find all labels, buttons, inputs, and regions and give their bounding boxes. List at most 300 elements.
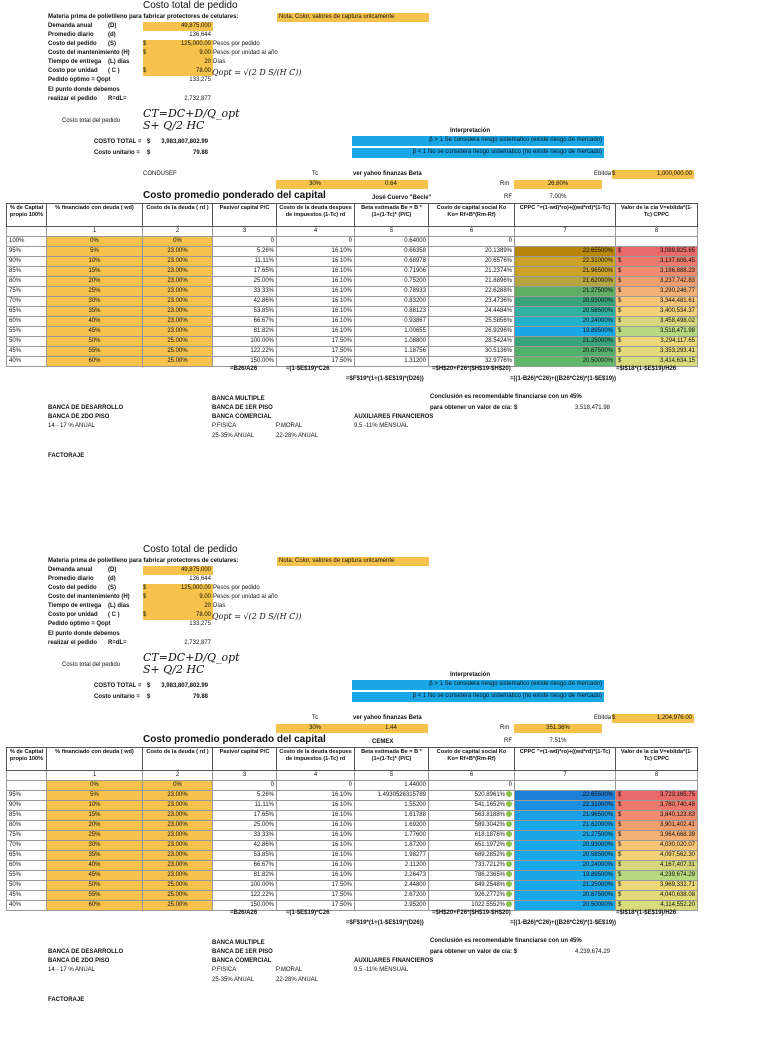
table-cell[interactable] [213,287,277,297]
table-cell[interactable] [277,287,355,297]
cell-value: 66.67% [253,862,274,868]
ebitda-value-cell[interactable] [612,714,694,723]
table-cell[interactable] [7,871,47,881]
table-cell[interactable] [7,257,47,267]
param-value-cell[interactable] [143,620,213,629]
table-cell[interactable] [7,327,47,337]
table-cell[interactable] [47,347,143,357]
table-cell[interactable] [515,901,616,911]
table-cell[interactable] [429,811,515,821]
table-cell[interactable] [355,841,429,851]
table-cell[interactable] [355,287,429,297]
table-cell[interactable] [143,297,213,307]
param-value-cell[interactable] [143,76,213,85]
table-cell[interactable] [213,337,277,347]
table-cell[interactable] [47,831,143,841]
cell-value: 25.00% [167,892,188,898]
param-code: (D) [108,567,117,573]
table-cell[interactable] [616,317,698,327]
table-cell[interactable] [429,307,515,317]
table-cell[interactable] [143,831,213,841]
table-cell[interactable] [7,237,47,247]
table-cell[interactable] [355,347,429,357]
cell-value: 4,097,562.30 [659,852,695,858]
table-cell[interactable] [213,871,277,881]
cell-value: 25.00% [167,882,188,888]
table-cell[interactable] [616,821,698,831]
table-cell[interactable] [213,811,277,821]
table-cell[interactable] [616,781,698,791]
table-cell[interactable] [7,781,47,791]
table-cell[interactable] [277,781,355,791]
table-cell[interactable] [143,841,213,851]
table-cell[interactable] [355,277,429,287]
table-cell[interactable] [355,881,429,891]
table-cell[interactable] [143,307,213,317]
cell-value: 0.64000 [404,238,426,244]
table-cell[interactable] [47,851,143,861]
table-cell[interactable] [143,901,213,911]
table-cell[interactable] [616,831,698,841]
table-cell[interactable] [143,357,213,367]
table-cell[interactable] [429,297,515,307]
cell-value: 3,290,246.77 [659,288,695,294]
table-cell[interactable] [47,267,143,277]
table-cell[interactable] [7,357,47,367]
table-cell[interactable] [47,881,143,891]
beta-value: 0.64 [354,180,428,189]
table-cell[interactable] [515,861,616,871]
table-cell[interactable] [355,237,429,247]
table-cell[interactable] [213,861,277,871]
table-cell[interactable] [277,337,355,347]
table-cell[interactable] [277,851,355,861]
table-cell[interactable] [213,781,277,791]
table-cell[interactable] [47,781,143,791]
table-cell[interactable] [355,891,429,901]
table-cell[interactable] [47,247,143,257]
table-cell[interactable] [213,257,277,267]
table-row [7,821,698,831]
table-cell[interactable] [616,861,698,871]
table-cell[interactable] [143,287,213,297]
table-cell[interactable] [616,237,698,247]
cell-value: 122.22% [250,892,274,898]
table-cell[interactable] [143,277,213,287]
table-cell[interactable] [277,791,355,801]
table-cell[interactable] [7,277,47,287]
table-cell[interactable] [7,801,47,811]
table-cell[interactable] [515,871,616,881]
cell-value: 3,901,402.41 [659,822,695,828]
table-cell[interactable] [7,287,47,297]
cell-value: 85% [9,268,22,274]
table-cell[interactable] [429,287,515,297]
table-cell[interactable] [355,901,429,911]
table-cell[interactable] [7,891,47,901]
rm-value: 351.36% [514,724,602,733]
cell-value: 17.50% [331,358,352,364]
table-cell[interactable] [213,267,277,277]
table-cell[interactable] [143,801,213,811]
table-cell[interactable] [7,831,47,841]
param-value-cell[interactable] [143,593,213,602]
rf-value: 7.00% [549,194,567,200]
table-cell[interactable] [429,247,515,257]
table-cell[interactable] [7,267,47,277]
table-cell[interactable] [429,881,515,891]
company-name: CONDUSEF [143,171,177,177]
table-cell[interactable] [429,277,515,287]
table-cell[interactable] [355,297,429,307]
table-cell[interactable] [355,861,429,871]
table-cell[interactable] [515,297,616,307]
table-cell[interactable] [143,781,213,791]
cell-value: 80% [9,822,22,828]
persona-fisica: P.FISICA [212,967,237,973]
cell-value: 25.00% [167,338,188,344]
status-dot-icon [506,831,512,837]
param-unit: Pesos por unidad al año [213,50,278,56]
param-unit: Días [213,59,226,65]
table-cell[interactable] [616,881,698,891]
currency-symbol: $ [618,892,622,898]
cell-value: 15% [88,812,101,818]
table-cell[interactable] [7,851,47,861]
table-cell[interactable] [7,337,47,347]
table-cell[interactable] [355,267,429,277]
table-cell[interactable] [47,277,143,287]
table-cell[interactable] [7,247,47,257]
table-cell[interactable] [7,347,47,357]
table-cell[interactable] [47,871,143,881]
table-cell[interactable] [277,871,355,881]
table-cell[interactable] [7,811,47,821]
table-cell[interactable] [355,811,429,821]
param-value-cell[interactable] [143,67,213,76]
table-row [7,861,698,871]
table-cell[interactable] [213,237,277,247]
param-value-cell[interactable] [143,58,213,67]
table-cell[interactable] [213,831,277,841]
table-header-row [7,748,698,771]
table-cell[interactable] [429,821,515,831]
table-cell[interactable] [47,327,143,337]
table-cell[interactable] [7,297,47,307]
table-cell[interactable] [7,901,47,911]
table-cell[interactable] [47,287,143,297]
table-cell[interactable] [616,287,698,297]
cell-value: 20.93000% [582,298,613,304]
formula-note: =$F$19*(1+(1-$E$19)*(D26)) [346,920,424,926]
table-cell[interactable] [143,821,213,831]
cell-value: 3,458,498.02 [659,318,695,324]
table-cell[interactable] [429,841,515,851]
table-cell[interactable] [277,881,355,891]
table-cell[interactable] [355,327,429,337]
table-cell[interactable] [277,891,355,901]
table-cell[interactable] [47,891,143,901]
cell-value: 1.44000 [404,782,426,788]
table-cell[interactable] [143,891,213,901]
table-cell[interactable] [616,327,698,337]
table-cell[interactable] [616,267,698,277]
table-cell[interactable] [515,821,616,831]
table-cell[interactable] [429,851,515,861]
table-cell[interactable] [616,277,698,287]
table-cell[interactable] [277,861,355,871]
param-label: Costo del mantenimiento (H) [48,50,130,56]
table-cell[interactable] [213,851,277,861]
table-cell[interactable] [143,327,213,337]
table-cell[interactable] [277,317,355,327]
auxiliares-financieros: AUXILIARES FINANCIEROS [354,414,434,420]
formula-note: =$I$18*(1-$E$19)/H26 [616,910,677,916]
table-cell[interactable] [143,851,213,861]
table-cell[interactable] [7,861,47,871]
table-cell[interactable] [429,337,515,347]
table-cell[interactable] [143,347,213,357]
formula-note: =((1-B26)*C26)+((B26*C26)*(1-$E$19)) [510,376,617,382]
table-cell[interactable] [616,257,698,267]
table-cell[interactable] [355,257,429,267]
table-cell[interactable] [213,247,277,257]
table-cell[interactable] [143,871,213,881]
table-cell[interactable] [143,337,213,347]
table-cell[interactable] [47,257,143,267]
table-cell[interactable] [515,791,616,801]
table-cell[interactable] [277,811,355,821]
table-cell[interactable] [616,811,698,821]
intro-text: Materia prima de polietileno para fabricar protectores de celulares: [48,558,239,564]
formula-note: =$H$20+F26*($H$19-$H$20) [432,366,511,372]
table-cell[interactable] [515,237,616,247]
currency-symbol: $ [618,268,622,274]
table-cell[interactable] [277,307,355,317]
interpretation-beta-gt: β > 1 Se considera riesgo sistematico (existe riesgo de mercado) [352,680,604,690]
table-cell[interactable] [47,791,143,801]
table-cell[interactable] [429,801,515,811]
table-cell[interactable] [277,327,355,337]
table-cell[interactable] [429,831,515,841]
table-cell[interactable] [277,821,355,831]
cell-value: 21.96500% [582,268,613,274]
table-cell[interactable] [143,861,213,871]
table-cell[interactable] [429,791,515,801]
param-value-cell[interactable] [143,22,213,31]
status-dot-icon [506,881,512,887]
table-cell[interactable] [213,881,277,891]
table-cell[interactable] [515,841,616,851]
table-cell[interactable] [616,337,698,347]
table-cell[interactable] [213,327,277,337]
table-cell[interactable] [47,337,143,347]
table-cell[interactable] [616,871,698,881]
table-cell[interactable] [429,317,515,327]
table-cell[interactable] [515,357,616,367]
table-cell[interactable] [7,841,47,851]
table-cell[interactable] [143,257,213,267]
table-cell[interactable] [47,811,143,821]
table-cell[interactable] [277,247,355,257]
table-cell[interactable] [429,267,515,277]
table-cell[interactable] [616,891,698,901]
cell-value: 0.71906 [404,268,426,274]
table-cell[interactable] [355,247,429,257]
cell-value: 25.5856% [484,318,512,324]
table-cell[interactable] [47,861,143,871]
table-cell[interactable] [213,307,277,317]
table-cell[interactable] [429,257,515,267]
param-value-cell[interactable] [143,49,213,58]
cell-value: 1.55200 [404,802,426,808]
table-cell[interactable] [515,267,616,277]
table-cell[interactable] [515,277,616,287]
table-cell[interactable] [355,871,429,881]
table-cell[interactable] [143,267,213,277]
param-value-cell[interactable] [143,602,213,611]
table-cell[interactable] [47,901,143,911]
param-value: 49,875,000 [180,23,211,29]
table-cell[interactable] [355,801,429,811]
table-cell[interactable] [616,851,698,861]
table-cell[interactable] [429,347,515,357]
table-cell[interactable] [277,841,355,851]
table-cell[interactable] [7,317,47,327]
table-cell[interactable] [355,781,429,791]
param-value-cell[interactable] [143,40,213,49]
table-cell[interactable] [213,297,277,307]
cell-value: 5.26% [256,792,274,798]
table-cell[interactable] [7,307,47,317]
table-cell[interactable] [515,891,616,901]
table-cell[interactable] [47,801,143,811]
table-cell[interactable] [429,871,515,881]
table-cell[interactable] [515,307,616,317]
table-cell[interactable] [616,791,698,801]
ebitda-value-cell[interactable] [612,170,694,179]
punto-label: realizar el pedido [48,96,98,102]
table-cell[interactable] [515,347,616,357]
param-value-cell[interactable] [143,584,213,593]
table-cell[interactable] [143,237,213,247]
table-cell[interactable] [213,841,277,851]
table-row [7,851,698,861]
table-cell[interactable] [616,307,698,317]
column-header: Beta estimada Be = B * (1+(1-Tc)* (P/C) [355,748,429,771]
cell-value: 23.00% [167,812,188,818]
table-cell[interactable] [616,347,698,357]
table-cell[interactable] [277,257,355,267]
table-cell[interactable] [616,841,698,851]
table-cell[interactable] [277,237,355,247]
table-cell[interactable] [143,317,213,327]
table-cell[interactable] [143,791,213,801]
table-cell[interactable] [213,821,277,831]
status-dot-icon [506,841,512,847]
cell-value: 25.00% [253,278,274,284]
table-cell[interactable] [355,831,429,841]
table-cell[interactable] [355,821,429,831]
table-cell[interactable] [213,317,277,327]
table-cell[interactable] [429,781,515,791]
table-cell[interactable] [515,851,616,861]
table-cell[interactable] [47,821,143,831]
table-cell[interactable] [355,337,429,347]
table-cell[interactable] [429,891,515,901]
table-cell[interactable] [143,247,213,257]
table-cell[interactable] [355,357,429,367]
table-cell[interactable] [616,297,698,307]
table-cell[interactable] [515,781,616,791]
table-cell[interactable] [515,247,616,257]
table-cell[interactable] [47,357,143,367]
table-cell[interactable] [515,811,616,821]
table-cell[interactable] [277,801,355,811]
param-value-cell[interactable] [143,575,213,584]
table-cell[interactable] [277,831,355,841]
table-cell[interactable] [213,277,277,287]
table-cell[interactable] [47,297,143,307]
table-cell[interactable] [355,307,429,317]
currency-symbol: $ [618,298,622,304]
table-cell[interactable] [47,317,143,327]
cell-value: 25.00% [167,358,188,364]
table-cell[interactable] [616,247,698,257]
table-cell[interactable] [277,297,355,307]
table-cell[interactable] [429,861,515,871]
currency-symbol: $ [147,150,151,156]
cell-value: 3,969,332.71 [659,882,695,888]
table-cell[interactable] [47,841,143,851]
table-cell[interactable] [47,307,143,317]
table-cell[interactable] [213,891,277,901]
table-cell[interactable] [7,821,47,831]
table-cell[interactable] [213,801,277,811]
table-cell[interactable] [616,801,698,811]
param-value-cell[interactable] [143,611,213,620]
table-cell[interactable] [7,791,47,801]
cell-value: 23.00% [167,308,188,314]
table-cell[interactable] [515,881,616,891]
table-cell[interactable] [515,327,616,337]
table-cell[interactable] [355,317,429,327]
table-cell[interactable] [429,237,515,247]
table-cell[interactable] [355,851,429,861]
table-cell[interactable] [515,257,616,267]
table-cell[interactable] [515,337,616,347]
table-cell[interactable] [47,237,143,247]
table-cell[interactable] [143,881,213,891]
table-cell[interactable] [277,277,355,287]
table-cell[interactable] [515,287,616,297]
table-cell[interactable] [143,811,213,821]
table-cell[interactable] [429,327,515,337]
param-label: Pedido optimo = Qopt [48,77,111,83]
table-cell[interactable] [355,791,429,801]
table-cell[interactable] [277,267,355,277]
table-cell[interactable] [7,881,47,891]
table-cell[interactable] [515,317,616,327]
cell-value: 21.96500% [582,812,613,818]
param-value-cell[interactable] [143,31,213,40]
table-cell[interactable] [213,347,277,357]
param-value-cell[interactable] [143,566,213,575]
table-cell[interactable] [277,347,355,357]
table-cell[interactable] [515,801,616,811]
table-cell[interactable] [515,831,616,841]
table-cell[interactable] [213,791,277,801]
